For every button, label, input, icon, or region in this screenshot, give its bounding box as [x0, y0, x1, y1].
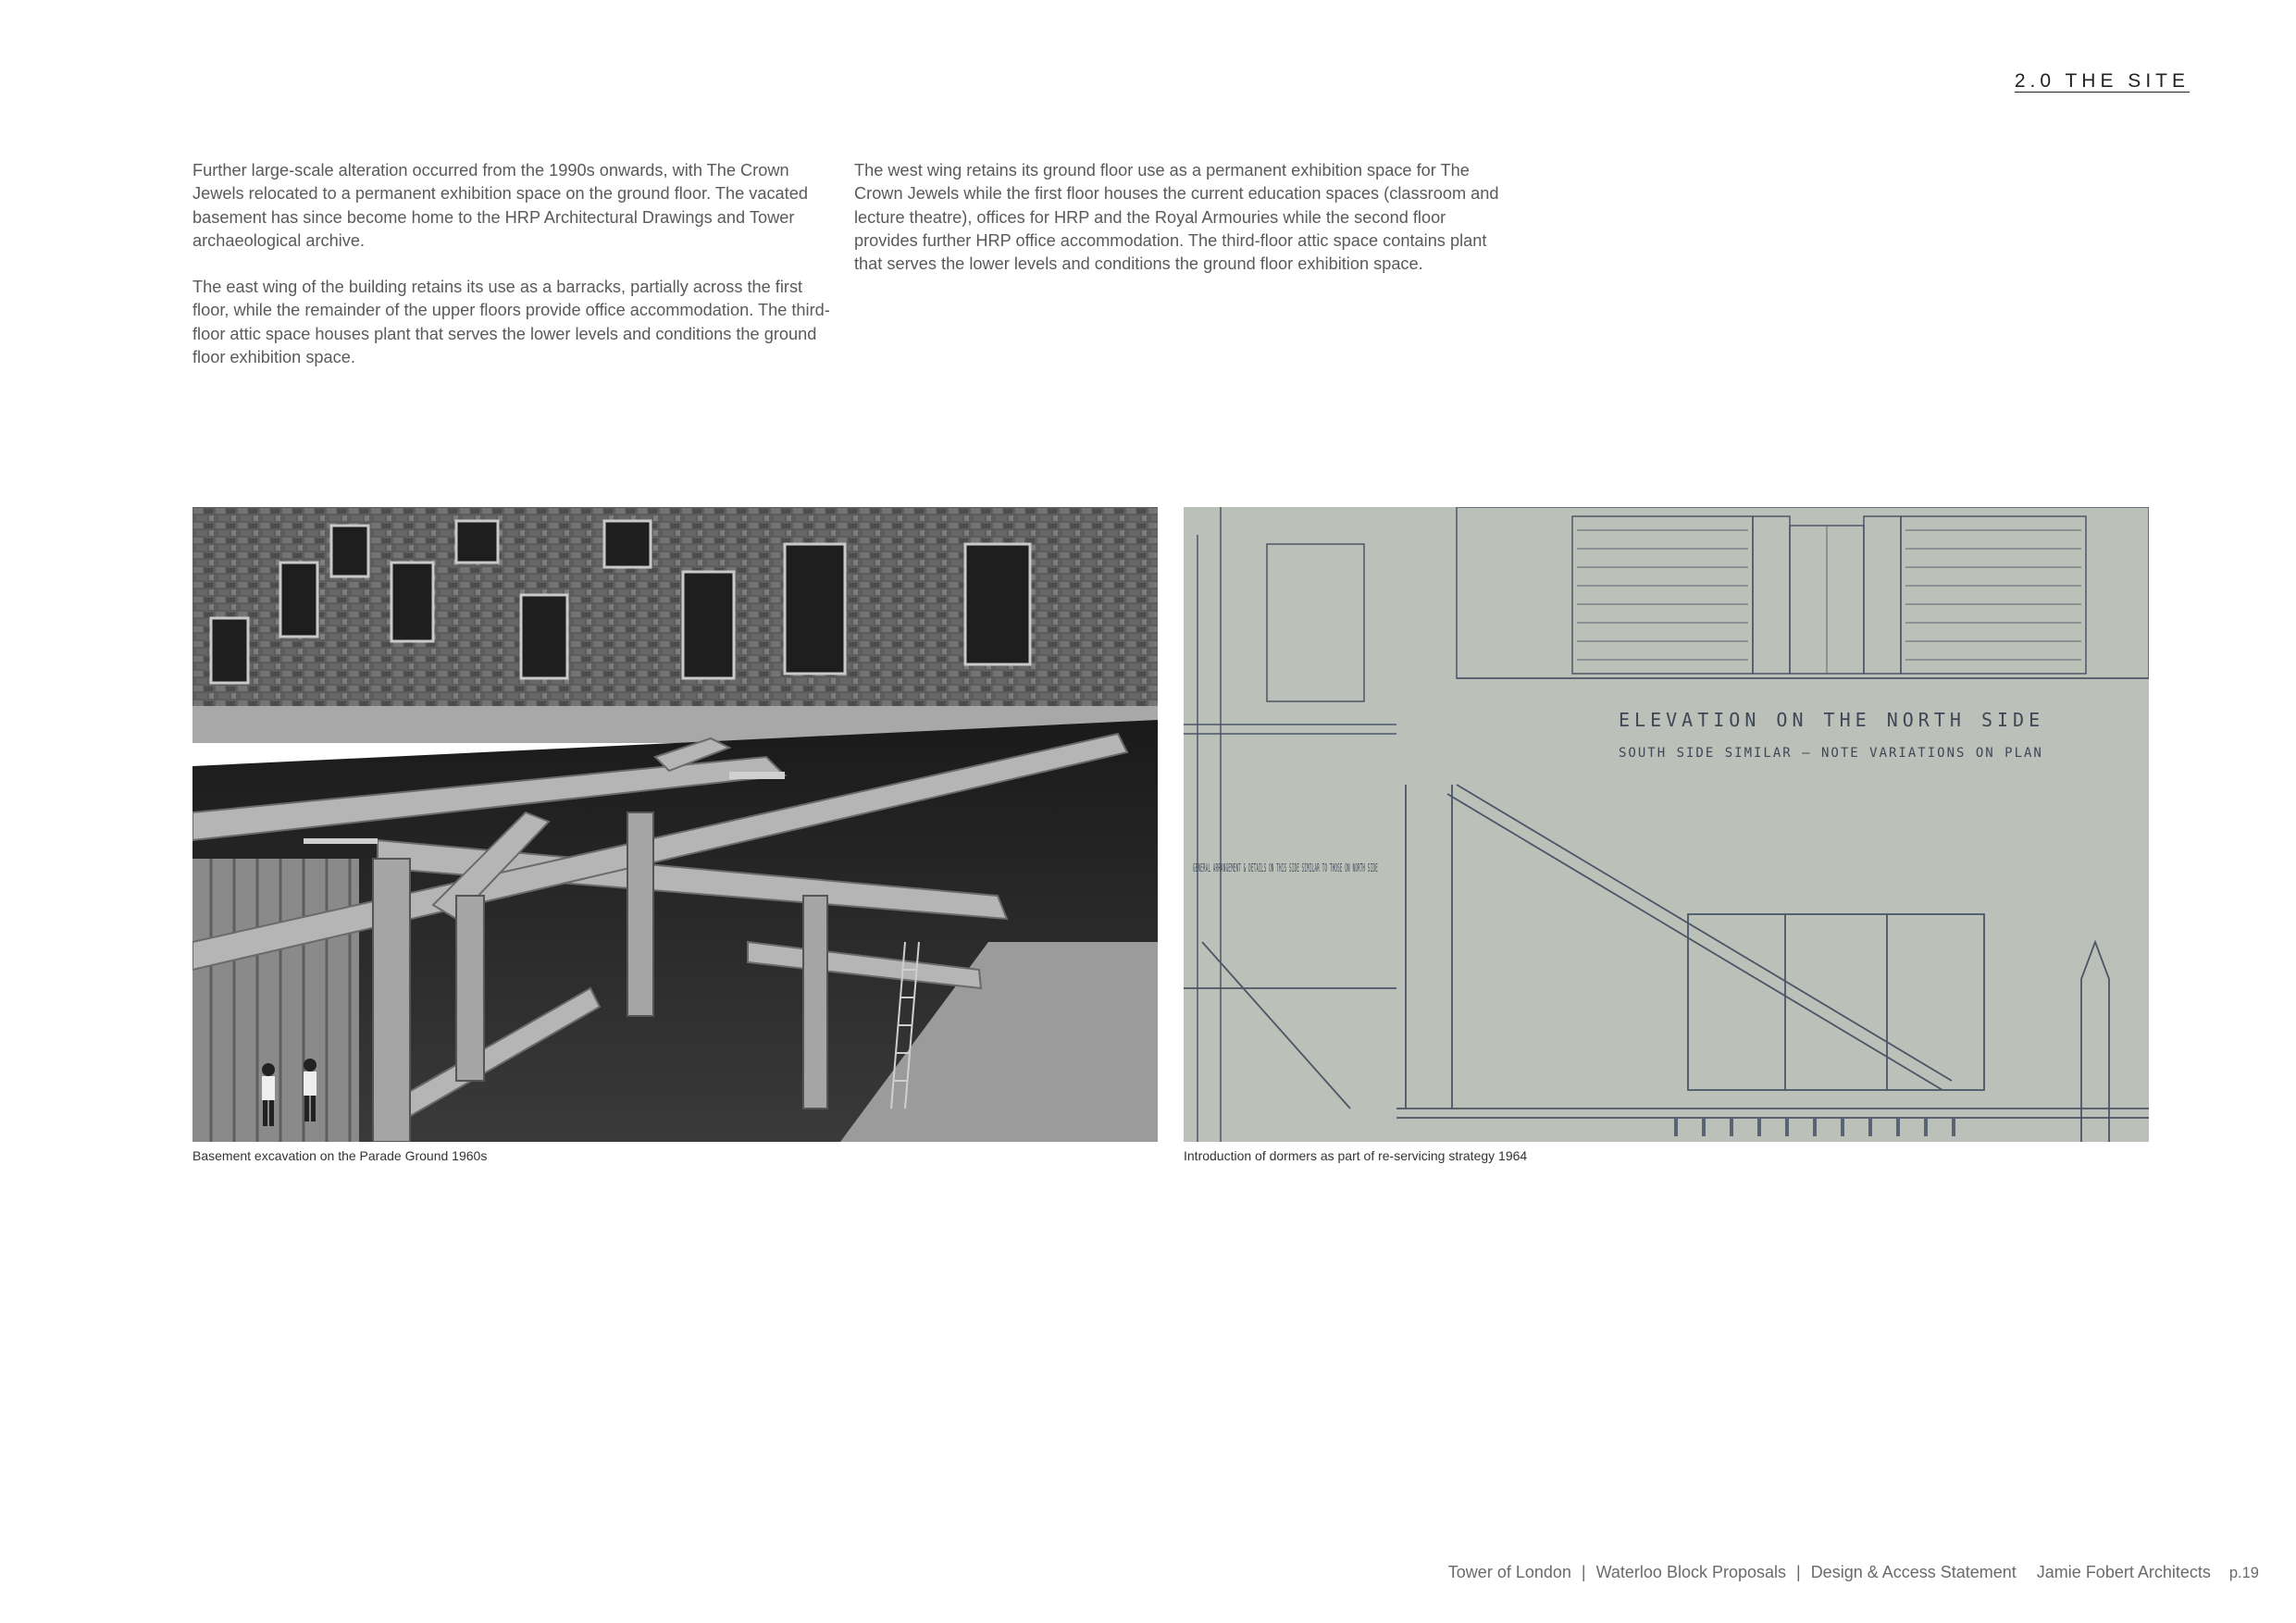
- drawing-note: GENERAL ARRANGEMENT & DETAILS ON THIS SIDE SIMILAR TO THOSE ON NORTH SIDE: [1193, 861, 1378, 874]
- paragraph: The west wing retains its ground floor use as a permanent exhibition space for The Crown Jewels while the first floor houses the current education spaces (classroom and lecture theatre), offices for HRP and the Royal Armouries while the second floor provides further HRP office accommodation. The third-floor attic space contains plant that serves the lower levels and conditions the ground floor exhibition space.: [854, 161, 1499, 274]
- figure-dormer-drawing: [1184, 507, 2149, 1163]
- figure-excavation: [192, 507, 1158, 1163]
- paragraph: The east wing of the building retains its use as a barracks, partially across the first floor, while the remainder of the upper floors provide office accommodation. The third-floor attic space houses plant that serves the lower levels and conditions the ground floor exhibition space.: [192, 278, 830, 367]
- footer-separator: |: [1581, 1563, 1586, 1581]
- footer-title: Waterloo Block Proposals: [1595, 1563, 1786, 1581]
- footer-document: Design & Access Statement: [1810, 1563, 2017, 1581]
- footer-author: Jamie Fobert Architects: [2036, 1563, 2211, 1581]
- dormer-drawing: [1184, 507, 2149, 1142]
- drawing-subtitle: SOUTH SIDE SIMILAR — NOTE VARIATIONS ON PLAN: [1619, 746, 2043, 761]
- footer-project: Tower of London: [1447, 1563, 1571, 1581]
- footer-separator: |: [1796, 1563, 1801, 1581]
- section-heading: 2.0 THE SITE: [2014, 70, 2190, 92]
- page-footer: [1448, 1563, 2259, 1582]
- dormer-drawing-illustration: [1184, 507, 2149, 1142]
- excavation-photo: [192, 507, 1158, 1142]
- figure-caption: Basement excavation on the Parade Ground 1960s: [192, 1148, 488, 1163]
- body-text-left: [192, 159, 840, 392]
- body-text-right: [854, 159, 1502, 299]
- excavation-photo-illustration: [192, 507, 1158, 1142]
- page-number: p.19: [2228, 1565, 2259, 1581]
- paragraph: Further large-scale alteration occurred from the 1990s onwards, with The Crown Jewels relocated to a permanent exhibition space on the ground floor. The vacated basement has since become home to the HRP Architectural Drawings and Tower archaeological archive.: [192, 161, 808, 250]
- drawing-title: ELEVATION ON THE NORTH SIDE: [1619, 709, 2045, 731]
- figure-caption: Introduction of dormers as part of re-servicing strategy 1964: [1184, 1148, 1528, 1163]
